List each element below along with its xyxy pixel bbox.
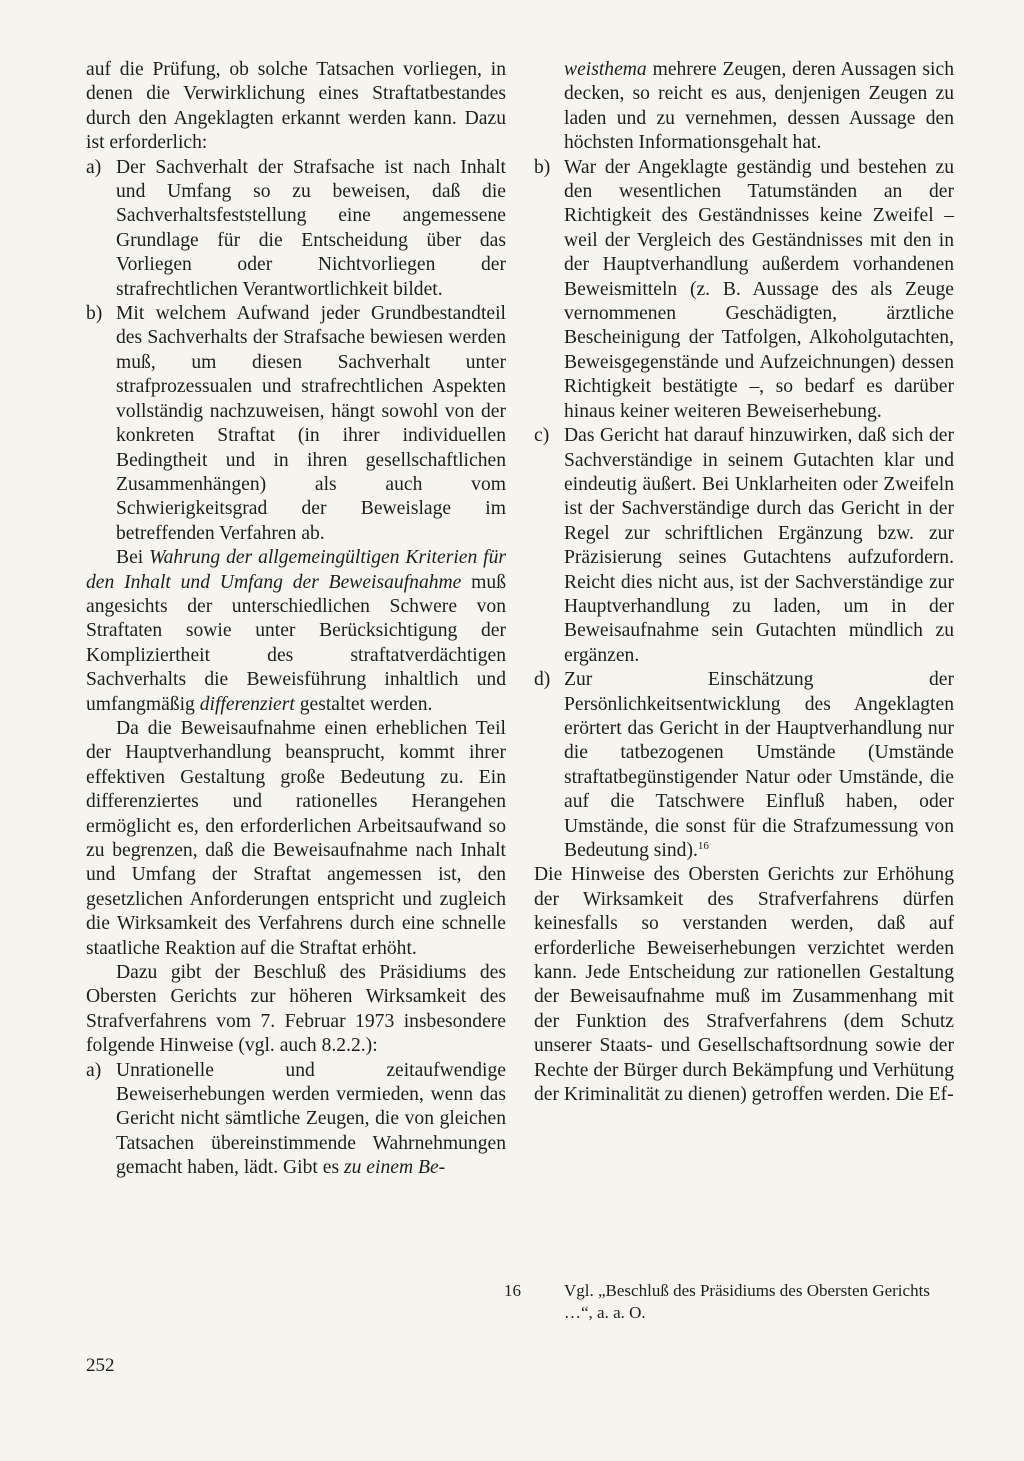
- italic-wahrung: Wahrung der allgemeingültigen Kriterien für den Inhalt und Umfang der Beweisaufnahme: [86, 547, 506, 593]
- list-marker-b: b): [86, 303, 103, 325]
- list-item-d: [534, 668, 954, 863]
- list-item-b-text: Mit welchem Aufwand jeder Grundbestandteil des Sachverhalts der Strafsache bewiesen werden muß, um diesen Sachverhalt unter strafprozessualen und strafrechtlichen Aspekten vollständig nachzuweisen, hängt sowohl von der konkreten Straftat (in ihrer individuellen Bedingtheit und in ihren gesellschaftlichen Zusammenhängen) als auch vom Schwierigkeitsgrad der Beweislage im betreffenden Verfahren ab.: [116, 303, 506, 544]
- paragraph-beschluss: Dazu gibt der Beschluß des Präsidiums des Obersten Gerichts zur höheren Wirksamkeit des Strafverfahrens vom 7. Februar 1973 insbesondere folgende Hinweise (vgl. auch 8.2.2.):: [86, 962, 506, 1057]
- list-item-a2: [86, 1059, 506, 1181]
- list-marker-b-right: b): [534, 156, 551, 178]
- continuation-paragraph: [534, 58, 954, 156]
- paragraph-beweisaufnahme: Da die Beweisaufnahme einen erheblichen Teil der Hauptverhandlung beansprucht, kommt ihrer effektiven Gestaltung große Bedeutung zu. Ein differenziertes und rationelles Herangehen ermöglicht es, den erforderlichen Arbeitsaufwand so zu begrenzen, daß die Beweisaufnahme nach Inhalt und Umfang der Straftat angemessen ist, den gesetzlichen Anforderungen entspricht und zugleich die Wirksamkeit des Verfahrens durch eine schnelle staatliche Reaktion auf die Straftat erhöht.: [86, 717, 506, 959]
- list-item-d-text: Zur Einschätzung der Persönlichkeitsentwicklung des Angeklagten erörtert das Gericht in der Hauptverhandlung nur die tatbezogenen Umstände (Umstände straftatbegünstigender Natur oder Umstände, die auf die Tatschwere Einfluß haben, oder Umstände, die sonst für die Strafzumessung von Bedeutung sind).: [564, 669, 954, 861]
- footnote-reference: 16: [697, 840, 709, 852]
- italic-zu-einem: zu einem Be-: [343, 1157, 446, 1179]
- paragraph-wahrung-pre: Bei: [116, 547, 150, 569]
- continuation-text: mehrere Zeugen, deren Aussagen sich decken, so reicht es aus, denjenigen Zeugen zu laden und zu vernehmen, dessen Aussage den höchsten Informationsgehalt hat.: [564, 59, 954, 154]
- right-column: [534, 58, 954, 1107]
- paragraph-wahrung: [86, 546, 506, 717]
- footnote-number: 16: [504, 1281, 521, 1300]
- page-number: 252: [86, 1355, 115, 1376]
- list-item-a2-text: Unrationelle und zeitaufwendige Beweiserhebungen werden vermieden, wenn das Gericht nicht sämtliche Zeugen, die von gleichen Tatsachen übereinstimmende Wahrnehmungen gemacht haben, lädt. Gibt es: [116, 1059, 506, 1179]
- list-item-b-right-text: War der Angeklagte geständig und bestehen zu den wesentlichen Tatumständen an der Richtigkeit des Geständnisses keine Zweifel – weil der Vergleich des Geständnisses mit den in der Hauptverhandlung außerdem vorhandenen Beweismitteln (z. B. Aussage des als Zeuge vernommenen Geschädigten, ärztliche Bescheinigung der Tatfolgen, Alkoholgutachten, Beweisgegenstände und Aufzeichnungen) dessen Richtigkeit bestätigte –, so bedarf es darüber hinaus keiner weiteren Beweiserhebung.: [564, 156, 954, 422]
- list-item-b: [86, 302, 506, 546]
- left-column: [86, 58, 506, 1181]
- list-item-a-text: Der Sachverhalt der Strafsache ist nach Inhalt und Umfang so zu beweisen, daß die Sachverhaltsfeststellung eine angemessene Grundlage für die Entscheidung über das Vorliegen oder Nichtvorliegen der strafrechtlichen Verantwortlichkeit bildet.: [116, 156, 506, 300]
- paragraph-hinweise: Die Hinweise des Obersten Gerichts zur Erhöhung der Wirksamkeit des Strafverfahrens dürfen keinesfalls so verstanden werden, daß auf erforderliche Beweiserhebungen verzichtet werden kann. Jede Entscheidung zur rationellen Gestaltung der Beweisaufnahme muß im Zusammenhang mit der Funktion des Strafverfahrens (dem Schutz unserer Staats- und Gesellschaftsordnung sowie der Rechte der Bürger durch Bekämpfung und Verhütung der Kriminalität zu dienen) getroffen werden. Die Ef-: [534, 864, 954, 1106]
- list-marker-a2: a): [86, 1059, 102, 1081]
- list-marker-d: d): [534, 669, 551, 691]
- footnote-text: Vgl. „Beschluß des Präsidiums des Obersten Gerichts …“, a. a. O.: [564, 1281, 930, 1322]
- list-item-c: [534, 424, 954, 668]
- list-item-a: [86, 156, 506, 302]
- italic-differenziert: differenziert: [199, 693, 295, 715]
- list-item-b-right: [534, 156, 954, 424]
- list-marker-a: a): [86, 156, 102, 178]
- italic-weisthema: weisthema: [564, 59, 647, 80]
- list-item-c-text: Das Gericht hat darauf hinzuwirken, daß sich der Sachverständige in seinem Gutachten klar und eindeutig äußert. Bei Unklarheiten oder Zweifeln ist der Sachverständige durch das Gericht in der Regel zur schriftlichen Ergänzung bzw. zur Präzisierung seines Gutachtens aufzufordern. Reicht dies nicht aus, ist der Sachverständige zur Hauptverhandlung zu laden, um in der Beweisaufnahme sein Gutachten mündlich zu ergänzen.: [564, 425, 954, 666]
- intro-paragraph: auf die Prüfung, ob solche Tatsachen vorliegen, in denen die Verwirklichung eines Straftatbestandes durch den Angeklagten erkannt werden kann. Dazu ist erforderlich:: [86, 59, 506, 154]
- footnote: [504, 1280, 954, 1324]
- paragraph-wahrung-mid: muß angesichts der unterschiedlichen Schwere von Straftaten sowie unter Berücksichtigung der Kompliziertheit des straftatverdächtigen Sachverhalts die Beweisführung inhaltlich und umfangmäßig: [86, 571, 506, 715]
- paragraph-wahrung-post: gestaltet werden.: [294, 693, 433, 715]
- list-marker-c: c): [534, 425, 550, 447]
